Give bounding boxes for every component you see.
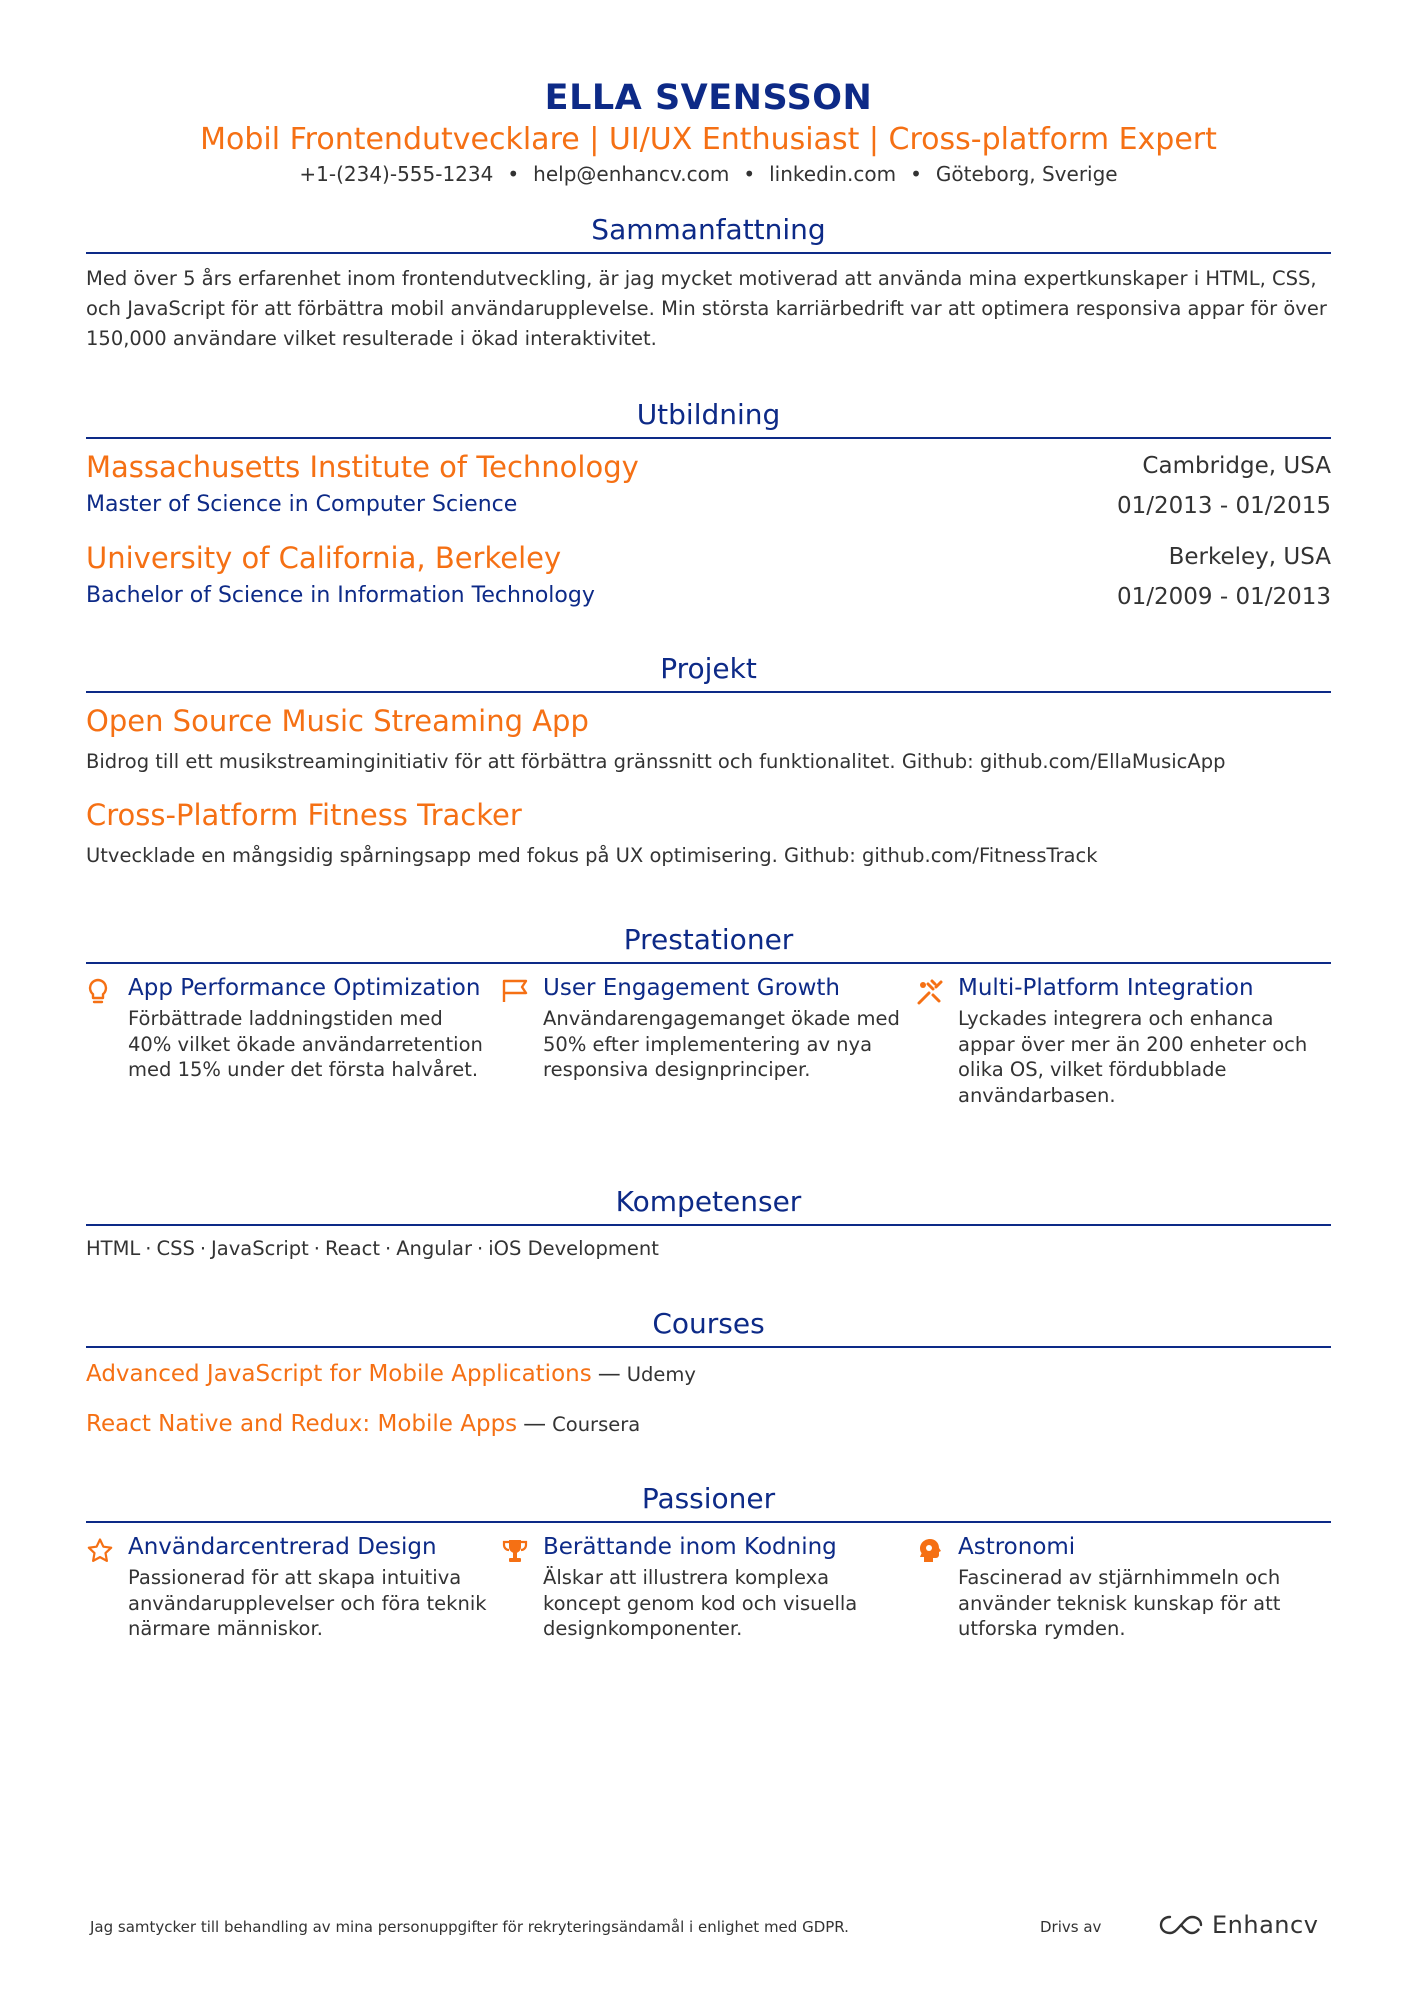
- course-name: Advanced JavaScript for Mobile Applications: [86, 1361, 592, 1387]
- summary-section: [86, 211, 1331, 354]
- contact-separator: •: [910, 162, 922, 186]
- skill-item: HTML: [86, 1237, 141, 1260]
- section-title: Passioner: [641, 1482, 776, 1515]
- section-divider: [86, 691, 1331, 693]
- section-divider: [86, 1224, 1331, 1226]
- courses-section: [86, 1305, 1331, 1443]
- achievement-title: Multi-Platform Integration: [958, 975, 1254, 1001]
- contact-phone: +1-(234)-555-1234: [299, 162, 494, 186]
- section-title: Utbildning: [636, 398, 781, 431]
- section-divider: [86, 1521, 1331, 1523]
- achievement-item: [501, 974, 916, 1108]
- skills-section: [86, 1183, 1331, 1264]
- contact-separator: •: [743, 162, 756, 186]
- project-title: Open Source Music Streaming App: [86, 704, 589, 738]
- skill-separator: ·: [385, 1237, 392, 1260]
- achievement-description: Användarengagemanget ökade med 50% efter implementering av nya responsiva designprinciper.: [543, 1007, 900, 1081]
- skill-item: Angular: [396, 1237, 473, 1260]
- education-item: [86, 538, 1331, 616]
- achievement-description: Lyckades integrera och enhanca appar över mer än 200 enheter och olika OS, vilket fördubblade användarbasen.: [958, 1007, 1308, 1107]
- skill-separator: ·: [145, 1237, 152, 1260]
- contact-location: Göteborg, Sverige: [935, 162, 1118, 186]
- contact-linkedin[interactable]: linkedin.com: [769, 162, 897, 186]
- achievement-item: [86, 974, 501, 1108]
- course-name: React Native and Redux: Mobile Apps: [86, 1411, 518, 1437]
- candidate-name: ELLA SVENSSON: [544, 78, 873, 118]
- enhancv-logo[interactable]: [1158, 1911, 1318, 1939]
- gdpr-consent-text: Jag samtycker till behandling av mina personuppgifter för rekryteringsändamål i enlighet med GDPR.: [90, 1918, 849, 1936]
- project-description: Utvecklade en mångsidig spårningsapp med fokus på UX optimisering. Github: github.com/FitnessTrack: [86, 844, 1098, 867]
- lightbulb-icon: [86, 974, 128, 1108]
- brand-name: Enhancv: [1212, 1911, 1319, 1939]
- project-title: Cross-Platform Fitness Tracker: [86, 798, 522, 832]
- passion-item: [916, 1533, 1331, 1642]
- project-item: [86, 701, 1331, 777]
- course-provider: Coursera: [552, 1413, 641, 1436]
- achievement-description: Förbättrade laddningstiden med 40% vilket ökade användarretention med 15% under det första halvåret.: [128, 1007, 483, 1081]
- section-divider: [86, 1346, 1331, 1348]
- passion-item: [501, 1533, 916, 1642]
- skill-item: CSS: [156, 1237, 195, 1260]
- candidate-tagline: Mobil Frontendutvecklare | UI/UX Enthusiast | Cross-platform Expert: [200, 122, 1217, 157]
- skill-separator: ·: [199, 1237, 207, 1260]
- page-footer: [90, 1908, 1320, 1948]
- course-dash: —: [597, 1361, 621, 1387]
- contact-email[interactable]: help@enhancv.com: [533, 162, 730, 186]
- passion-item: [86, 1533, 501, 1642]
- course-provider: Udemy: [626, 1363, 696, 1386]
- infinity-icon: [1158, 1913, 1204, 1937]
- resume-header: [86, 0, 1331, 188]
- flag-icon: [501, 974, 543, 1108]
- trophy-icon: [501, 1533, 543, 1642]
- passion-title: Berättande inom Kodning: [543, 1534, 837, 1560]
- project-description: Bidrog till ett musikstreaminginitiativ för att förbättra gränssnitt och funktionalitet. Github: github.com/EllaMusicApp: [86, 750, 1226, 773]
- education-dates: 01/2009 - 01/2013: [1116, 584, 1331, 610]
- section-title: Courses: [652, 1307, 765, 1340]
- education-school: University of California, Berkeley: [86, 541, 562, 575]
- education-degree: Bachelor of Science in Information Technology: [86, 583, 595, 608]
- skill-item: iOS Development: [488, 1237, 659, 1260]
- summary-text: Med över 5 års erfarenhet inom frontendutveckling, är jag mycket motiverad att använda mina expertkunskaper i HTML, CSS, och JavaScript för att förbättra mobil användarupplevelse. Min största karriärbedrift var att optimera responsiva appar för över 150,000 användare vilket resulterade i ökad interaktivitet.: [86, 267, 1327, 350]
- course-item: [86, 1406, 1331, 1443]
- passion-description: Passionerad för att skapa intuitiva användarupplevelser och föra teknik närmare människor.: [128, 1566, 487, 1640]
- section-title: Projekt: [660, 652, 757, 685]
- education-degree: Master of Science in Computer Science: [86, 492, 518, 517]
- skill-item: JavaScript: [211, 1237, 309, 1260]
- education-section: [86, 396, 1331, 616]
- section-title: Kompetenser: [615, 1185, 802, 1218]
- powered-by-label: Drivs av: [1040, 1918, 1102, 1936]
- course-dash: —: [523, 1411, 547, 1437]
- section-divider: [86, 252, 1331, 254]
- passion-description: Fascinerad av stjärnhimmeln och använder teknisk kunskap för att utforska rymden.: [958, 1566, 1281, 1640]
- contact-separator: •: [507, 162, 520, 186]
- education-location: Berkeley, USA: [1168, 544, 1331, 570]
- education-dates: 01/2013 - 01/2015: [1116, 493, 1331, 519]
- passion-title: Användarcentrerad Design: [128, 1534, 437, 1560]
- education-item: [86, 447, 1331, 525]
- section-divider: [86, 437, 1331, 439]
- projects-section: [86, 650, 1331, 871]
- project-item: [86, 795, 1331, 871]
- passion-title: Astronomi: [958, 1534, 1076, 1560]
- section-divider: [86, 962, 1331, 964]
- achievement-title: App Performance Optimization: [128, 975, 481, 1001]
- section-title: Prestationer: [623, 923, 794, 956]
- skill-separator: ·: [477, 1237, 484, 1260]
- skill-separator: ·: [313, 1237, 320, 1260]
- achievements-section: [86, 921, 1331, 1108]
- section-title: Sammanfattning: [591, 213, 826, 246]
- skill-item: React: [325, 1237, 380, 1260]
- achievement-title: User Engagement Growth: [543, 975, 841, 1001]
- course-item: [86, 1356, 1331, 1393]
- education-location: Cambridge, USA: [1142, 453, 1331, 479]
- passion-description: Älskar att illustrera komplexa koncept genom kod och visuella designkomponenter.: [543, 1566, 858, 1640]
- star-icon: [86, 1533, 128, 1642]
- passions-section: [86, 1480, 1331, 1642]
- contact-line: [86, 160, 1331, 188]
- head-icon: [916, 1533, 958, 1642]
- resume-page: [86, 0, 1331, 1995]
- skills-list: [86, 1234, 1331, 1264]
- education-school: Massachusetts Institute of Technology: [86, 450, 639, 484]
- achievement-item: [916, 974, 1331, 1108]
- integration-icon: [916, 974, 958, 1108]
